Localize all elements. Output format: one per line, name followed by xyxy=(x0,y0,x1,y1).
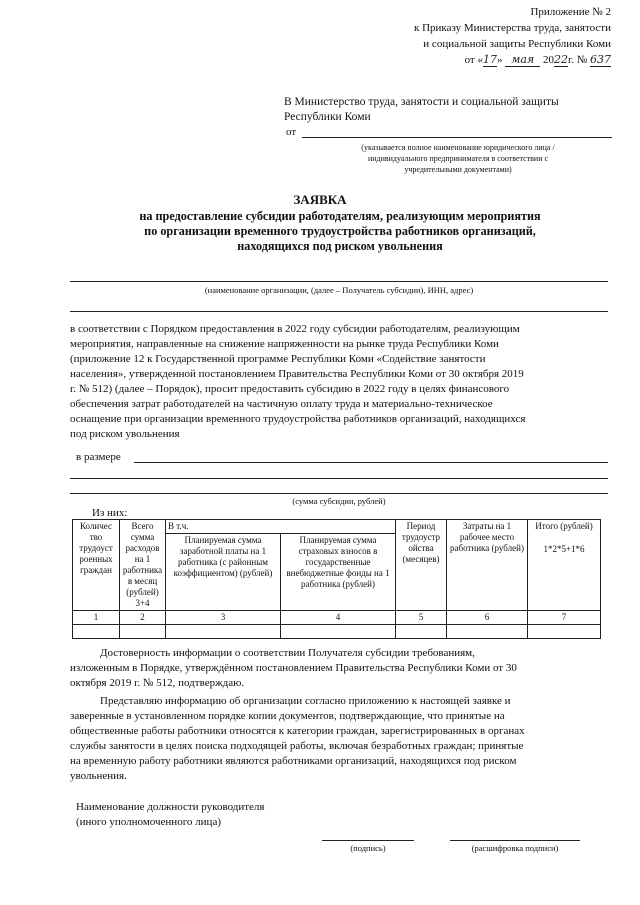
order-date-line: от «17» мая 2022г. № 637 xyxy=(464,53,611,66)
col-header-6: Затраты на 1 рабочее место работника (рублей) xyxy=(447,520,528,611)
addressee-block xyxy=(284,95,559,125)
organization-hint: (наименование организации, (далее – Получатель субсидии), ИНН, адрес) xyxy=(204,285,474,295)
addressee-line-1: В Министерство труда, занятости и социальной защиты xyxy=(284,96,559,108)
date-year: 22 xyxy=(553,53,568,66)
main-paragraph: в соответствии с Порядком предоставления в 2022 году субсидии работодателям, реализующим мероприятия, направленные на снижение напряженности на рынке труда Республики Коми (приложение 12 к Государственной программе Республики Коми «Содействие занятости населения», утвержденной постановлением Правительства Республики Коми от 30 октября 2019 г. № 512) (далее – Порядок), просит предоставить субсидию в 2022 году в целях финансового обеспечения затрат работодателей на частичную оплату труда и материально-техническое оснащение при организации временного трудоустройства работников организаций, находящихся под риском увольнения xyxy=(70,323,526,440)
col-header-2: Всего сумма расходов на 1 работника в месяц (рублей) 3+4 xyxy=(120,520,166,611)
of-them-label: Из них: xyxy=(92,507,128,519)
amount-label: в размере xyxy=(76,451,121,463)
col-number: 5 xyxy=(396,611,447,625)
col-number: 4 xyxy=(281,611,396,625)
table-data-row xyxy=(73,625,601,639)
from-label: от xyxy=(286,126,297,138)
document-subtitle: на предоставление субсидии работодателям, реализующим мероприятия по организации временного трудоустройства работников организаций, находящихся под риском увольнения xyxy=(139,209,541,253)
col-header-3: Планируемая сумма заработной платы на 1 работника (с районным коэффициентом) (рублей) xyxy=(166,534,281,611)
decode-hint: (расшифровка подписи) xyxy=(471,843,559,853)
order-line-2: и социальной защиты Республики Коми xyxy=(423,38,611,50)
from-hint: (указывается полное наименование юридического лица / индивидуального предпринимателя в соответствии с учредительными документами) xyxy=(361,143,555,174)
costs-table xyxy=(72,519,601,639)
date-month: мая xyxy=(505,53,540,67)
organization-line-2 xyxy=(70,311,608,312)
header-block xyxy=(414,4,611,68)
amount-line-1 xyxy=(134,462,608,463)
signatory-position: Наименование должности руководителя (иного уполномоченного лица) xyxy=(76,801,265,828)
information-paragraph: Представляю информацию об организации согласно приложению к настоящей заявке и заверенные в установленном порядке копии документов, подтверждающие, что принятые на общественные работы работники относятся к категории граждан, зарегистрированных в органах службы занятости в целях поиска подходящей работы, включая безработных граждан; принятые на временную работу работники являются работниками организаций, находящихся под риском увольнения. xyxy=(70,695,525,782)
col-header-1: Количес тво трудоуст роенных граждан xyxy=(73,520,120,611)
order-line-1: к Приказу Министерства труда, занятости xyxy=(413,22,611,34)
organization-line xyxy=(70,281,608,282)
signature-line xyxy=(322,840,414,841)
table-number-row xyxy=(73,611,601,625)
appendix-label: Приложение № 2 xyxy=(530,6,611,18)
from-line xyxy=(302,137,612,138)
amount-line-3 xyxy=(70,493,608,494)
col-group-header: В т.ч. xyxy=(166,520,396,534)
amount-hint: (сумма субсидии, рублей) xyxy=(292,496,386,506)
document-title: ЗАЯВКА xyxy=(293,192,347,207)
col-header-4: Планируемая сумма страховых взносов в государственные внебюджетные фонды на 1 работника (рублей) xyxy=(281,534,396,611)
col-number: 6 xyxy=(447,611,528,625)
col-number: 2 xyxy=(120,611,166,625)
col-number: 1 xyxy=(73,611,120,625)
col-number: 3 xyxy=(166,611,281,625)
decode-line xyxy=(450,840,580,841)
col-number: 7 xyxy=(528,611,601,625)
confirmation-paragraph: Достоверность информации о соответствии Получателя субсидии требованиям, изложенным в Порядке, утверждённом постановлением Правительства Республики Коми от 30 октября 2019 г. № 512, подтверждаю. xyxy=(70,647,517,689)
addressee-line-2: Республики Коми xyxy=(284,111,371,123)
signature-hint: (подпись) xyxy=(350,843,386,853)
amount-line-2 xyxy=(70,478,608,479)
col-header-5: Период трудоустр ойства (месяцев) xyxy=(396,520,447,611)
date-day: 17 xyxy=(483,53,497,66)
order-number: 637 xyxy=(590,53,611,66)
col-header-7: Итого (рублей) 1*2*5+1*6 xyxy=(528,520,601,611)
